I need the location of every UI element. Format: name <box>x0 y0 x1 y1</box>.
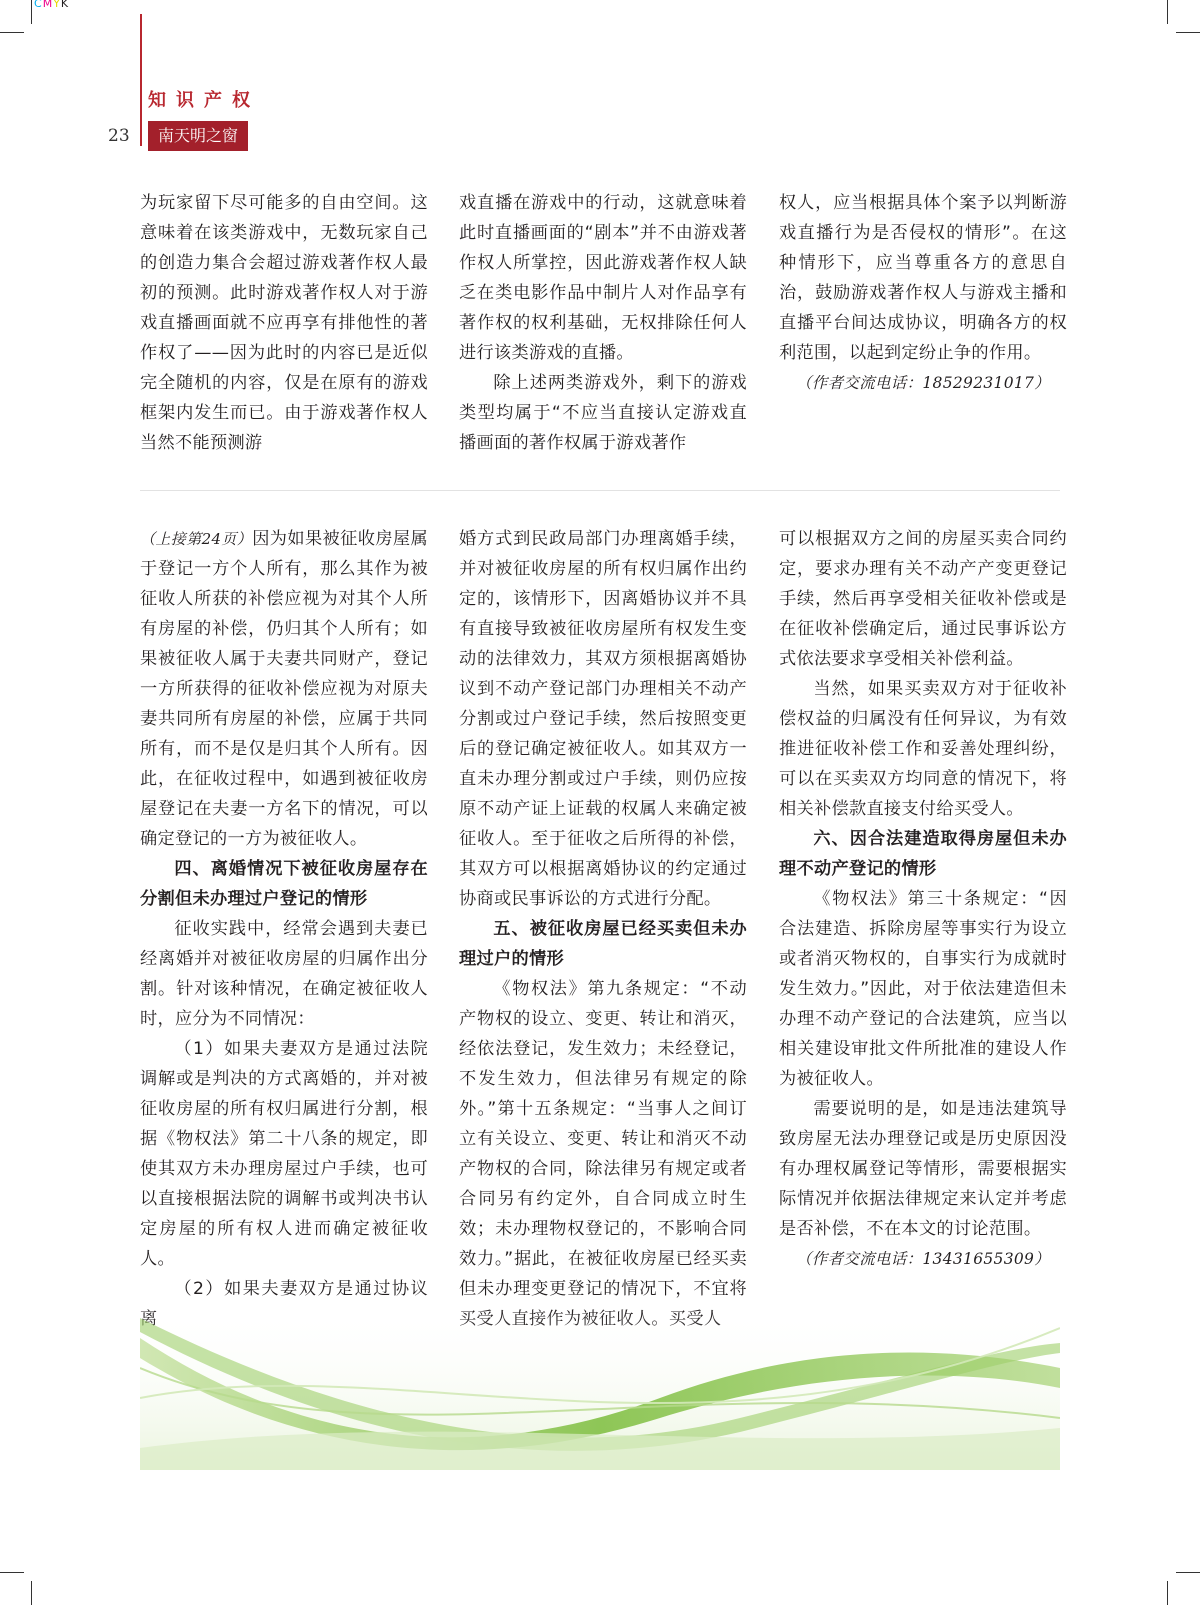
paragraph: （1）如果夫妻双方是通过法院调解或是判决的方式离婚的，并对被征收房屋的所有权归属进行分割，根据《物权法》第二十八条的规定，即使其双方未办理房屋过户手续，也可以直接根据法院的调解书或判决书认定房屋的所有权人进而确定被征收人。 <box>140 1039 428 1269</box>
crop-mark-bottom-left-v <box>31 1581 32 1605</box>
top-article-column-3 <box>779 188 1067 398</box>
paragraph-text: 因为如果被征收房屋属于登记一方个人所有，那么其作为被征收人所获的补偿应视为对其个人所有房屋的补偿，仍归其个人所有；如果被征收人属于夫妻共同财产，登记一方所获得的征收补偿应视为对原夫妻共同所有房屋的补偿，应属于共同所有，而不是仅是归其个人所有。因此，在征收过程中，如遇到被征收房屋登记在夫妻一方名下的情况，可以确定登记的一方为被征收人。 <box>140 529 428 849</box>
section-heading: 六、因合法建造取得房屋但未办理不动产登记的情形 <box>779 829 1067 879</box>
crop-mark-top-left-h <box>0 32 24 33</box>
paragraph: 为玩家留下尽可能多的自由空间。这意味着在该类游戏中，无数玩家自己的创造力集合会超过游戏著作权人最初的预测。此时游戏著作权人对于游戏直播画面就不应再享有排他性的著作权了——因为此时的内容已是近似完全随机的内容，仅是在原有的游戏框架内发生而已。由于游戏著作权人当然不能预测游 <box>140 193 428 453</box>
paragraph: 戏直播在游戏中的行动，这就意味着此时直播画面的“剧本”并不由游戏著作权人所掌控，因此游戏著作权人缺乏在类电影作品中制片人对作品享有著作权的权利基础，无权排除任何人进行该类游戏的直播。 <box>459 193 747 363</box>
paragraph: 需要说明的是，如是违法建筑导致房屋无法办理登记或是历史原因没有办理权属登记等情形，需要根据实际情况并依据法律规定来认定并考虑是否补偿，不在本文的讨论范围。 <box>779 1099 1067 1239</box>
top-article-column-1 <box>140 188 428 458</box>
section-heading: 五、被征收房屋已经买卖但未办理过户的情形 <box>459 919 747 969</box>
crop-mark-top-right-h <box>1176 32 1200 33</box>
crop-mark-bottom-left-h <box>0 1572 24 1573</box>
crop-mark-top-right-v <box>1167 0 1168 24</box>
green-wave-decoration <box>140 1308 1060 1470</box>
column-name-badge: 南天明之窗 <box>148 121 248 151</box>
cmyk-c: C <box>34 0 43 10</box>
author-contact-note: （作者交流电话：18529231017） <box>796 374 1050 392</box>
cmyk-y: Y <box>53 0 61 10</box>
continued-from-label: （上接第24页） <box>140 530 253 548</box>
bottom-article-column-3 <box>779 524 1067 1274</box>
section-title: 知识产权 <box>148 90 260 111</box>
paragraph: 可以根据双方之间的房屋买卖合同约定，要求办理有关不动产产变更登记手续，然后再享受相关征收补偿或是在征收补偿确定后，通过民事诉讼方式依法要求享受相关补偿利益。 <box>779 529 1067 669</box>
cmyk-k: K <box>60 0 70 10</box>
article-divider <box>140 490 1060 491</box>
paragraph: 婚方式到民政局部门办理离婚手续，并对被征收房屋的所有权归属作出约定的，该情形下，因离婚协议并不具有直接导致被征收房屋所有权发生变动的法律效力，其双方须根据离婚协议到不动产登记部门办理相关不动产分割或过户登记手续，然后按照变更后的登记确定被征收人。如其双方一直未办理分割或过户手续，则仍应按原不动产证上证载的权属人来确定被征收人。至于征收之后所得的补偿，其双方可以根据离婚协议的约定通过协商或民事诉讼的方式进行分配。 <box>459 529 747 909</box>
crop-mark-bottom-right-v <box>1167 1581 1168 1605</box>
author-contact-note: （作者交流电话：13431655309） <box>796 1250 1050 1268</box>
paragraph: 权人，应当根据具体个案予以判断游戏直播行为是否侵权的情形”。在这种情形下，应当尊重各方的意思自治，鼓励游戏著作权人与游戏主播和直播平台间达成协议，明确各方的权利范围，以起到定纷止争的作用。 <box>779 193 1067 363</box>
paragraph: 当然，如果买卖双方对于征收补偿权益的归属没有任何异议，为有效推进征收补偿工作和妥善处理纠纷，可以在买卖双方均同意的情况下，将相关补偿款直接支付给买受人。 <box>779 679 1067 819</box>
cmyk-m: M <box>42 0 54 10</box>
paragraph: （2）如果夫妻双方是通过协议 <box>174 1279 428 1299</box>
paragraph: 《物权法》第三十条规定：“因合法建造、拆除房屋等事实行为设立或者消灭物权的，自事实行为成就时发生效力。”因此，对于依法建造但未办理不动产登记的合法建筑，应当以相关建设审批文件所批准的建设人作为被征收人。 <box>779 889 1067 1089</box>
cmyk-registration-label <box>34 0 69 10</box>
paragraph: 《物权法》第九条规定：“不动产物权的设立、变更、转让和消灭，经依法登记，发生效力；未经登记，不发生效力，但法律另有规定的除外。”第十五条规定：“当事人之间订立有关设立、变更、转让和消灭不动产物权的合同，除法律另有规定或者合同另有约定外，自合同成立时生效；未办理物权登记的，不影响合同效力。”据此，在被征收房屋已经买卖但未办理变更登记的情况下，不宜将 <box>459 979 747 1299</box>
section-heading: 四、离婚情况下被征收房屋存在分割但未办理过户登记的情形 <box>140 859 428 909</box>
bottom-article-column-1 <box>140 524 428 1334</box>
paragraph: 征收实践中，经常会遇到夫妻已经离婚并对被征收房屋的归属作出分割。针对该种情况，在确定被征收人时，应分为不同情况： <box>140 919 428 1029</box>
page-number: 23 <box>108 126 130 146</box>
crop-mark-top-left-v <box>31 0 32 24</box>
paragraph <box>140 524 428 854</box>
top-article-column-2 <box>459 188 747 458</box>
bottom-article-column-2 <box>459 524 747 1334</box>
crop-mark-bottom-right-h <box>1176 1572 1200 1573</box>
header-accent-line <box>140 14 142 146</box>
paragraph: 除上述两类游戏外，剩下的游戏类型均属于“不应当直接认定游戏直播画面的著作权属于游戏著作 <box>459 373 747 453</box>
